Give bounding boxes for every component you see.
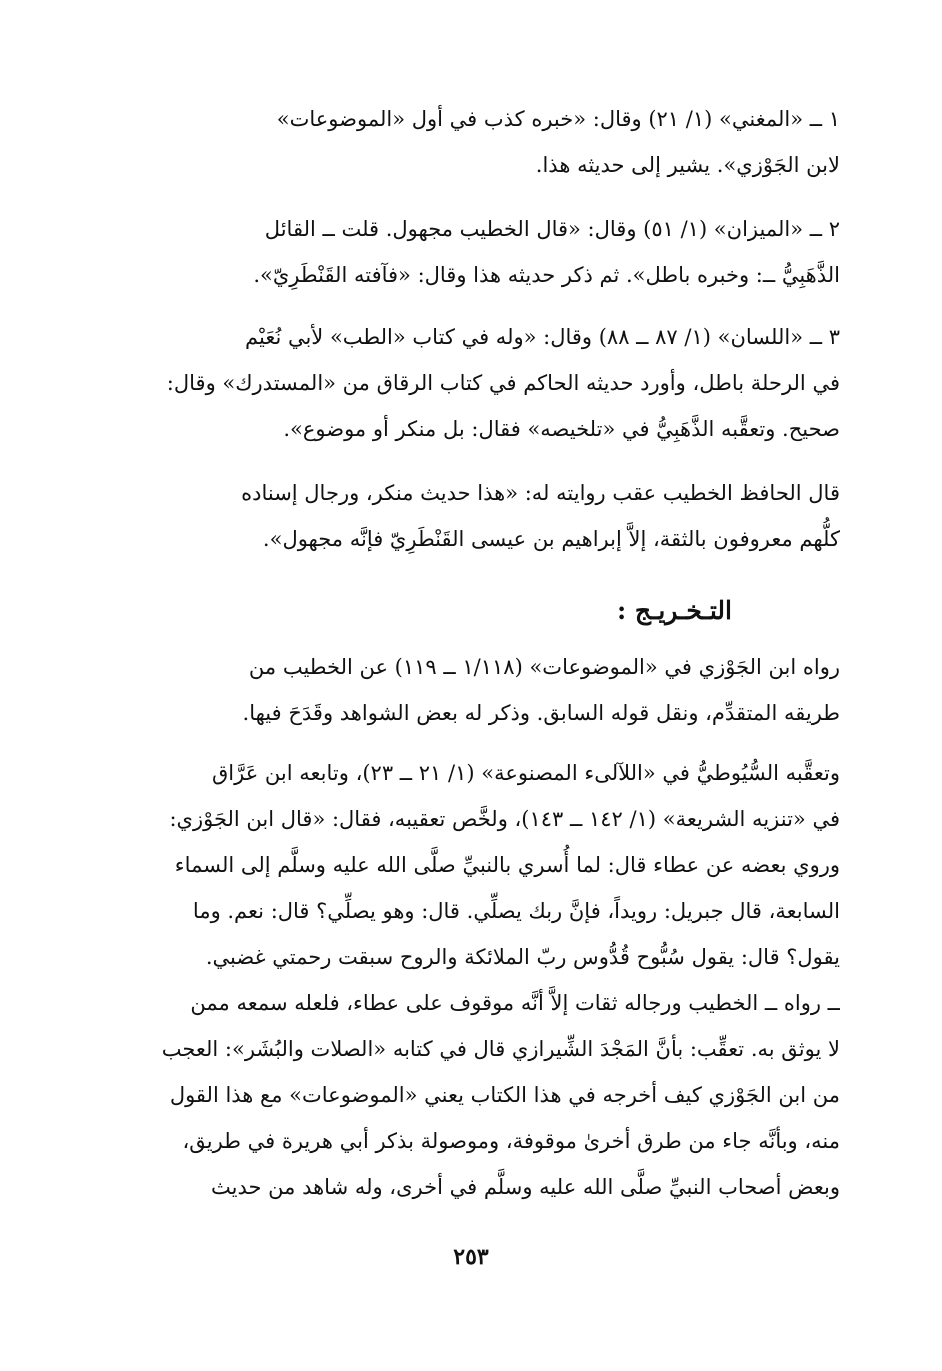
paragraph-takhrij-1 [100, 644, 840, 736]
text-line: السابعة، قال جبريل: رويداً، فإنَّ ربك يصلِّي. قال: وهو يصلِّي؟ قال: نعم. وما [192, 899, 840, 923]
text-line: ١ ــ «المغني» (١/ ٢١) وقال: «خبره كذب في أول «الموضوعات» [276, 107, 840, 131]
text-line: كلُّهم معروفون بالثقة، إلاَّ إبراهيم بن عيسى القَنْطَرِيّ فإنَّه مجهول». [262, 527, 840, 551]
text-line: يقول؟ قال: يقول سُبُّوح قُدُّوس ربّ الملائكة والروح سبقت رحمتي غضبي. [205, 945, 840, 969]
text-line: رواه ابن الجَوْزي في «الموضوعات» (١/١١٨ ــ ١١٩) عن الخطيب من [248, 655, 840, 679]
text-line: صحيح. وتعقَّبه الذَّهَبِيُّ في «تلخيصه» فقال: بل منكر أو موضوع». [283, 417, 840, 441]
text-line: منه، وبأنَّه جاء من طرق أخرىٰ موقوفة، وموصولة بذكر أبي هريرة في طريق، [182, 1129, 840, 1153]
text-line: في الرحلة باطل، وأورد حديثه الحاكم في كتاب الرقاق من «المستدرك» وقال: [166, 371, 840, 395]
text-line: ٣ ــ «اللسان» (١/ ٨٧ ــ ٨٨) وقال: «وله في كتاب «الطب» لأبي نُعَيْم [245, 325, 840, 349]
text-line: الذَّهَبِيُّ ــ: وخبره باطل». ثم ذكر حديثه هذا وقال: «فآفته القَنْطَرِيّ». [253, 263, 840, 287]
text-line: من ابن الجَوْزي كيف أخرجه في هذا الكتاب يعني «الموضوعات» مع هذا القول [169, 1083, 840, 1107]
paragraph-khatib [100, 470, 840, 562]
paragraph-mughni [100, 96, 840, 188]
text-line: وروي بعضه عن عطاء قال: لما أُسري بالنبيِّ صلَّى الله عليه وسلَّم إلى السماء [174, 853, 840, 877]
text-line: في «تنزيه الشريعة» (١/ ١٤٢ ــ ١٤٣)، ولخَّص تعقيبه، فقال: «قال ابن الجَوْزي: [169, 807, 840, 831]
text-line: طريقه المتقدِّم، ونقل قوله السابق. وذكر له بعض الشواهد وقَدَحَ فيها. [242, 701, 840, 725]
text-line: ــ رواه ــ الخطيب ورجاله ثقات إلاَّ أنَّه موقوف على عطاء، فلعله سمعه ممن [190, 991, 840, 1015]
text-line: ٢ ــ «الميزان» (١/ ٥١) وقال: «قال الخطيب مجهول. قلت ــ القائل [264, 217, 840, 241]
text-line: لا يوثق به. تعقِّب: بأنَّ المَجْدَ الشِّيرازي قال في كتابه «الصلات والبُشَر»: العجب [161, 1037, 840, 1061]
page-number: ٢٥٣ [453, 1244, 489, 1270]
text-line: قال الحافظ الخطيب عقب روايته له: «هذا حديث منكر، ورجال إسناده [241, 481, 840, 505]
text-line: وتعقَّبه السُّيُوطيُّ في «اللآلىء المصنوعة» (١/ ٢١ ــ ٢٣)، وتابعه ابن عَرَّاق [212, 761, 840, 785]
text-line: وبعض أصحاب النبيِّ صلَّى الله عليه وسلَّم في أخرى، وله شاهد من حديث [211, 1175, 840, 1199]
paragraph-takhrij-2 [100, 750, 840, 1210]
section-heading-takhrij: التـخـريـج : [616, 596, 732, 625]
paragraph-lisan [100, 314, 840, 452]
paragraph-mizan [100, 206, 840, 298]
text-line: لابن الجَوْزي». يشير إلى حديثه هذا. [535, 153, 840, 177]
